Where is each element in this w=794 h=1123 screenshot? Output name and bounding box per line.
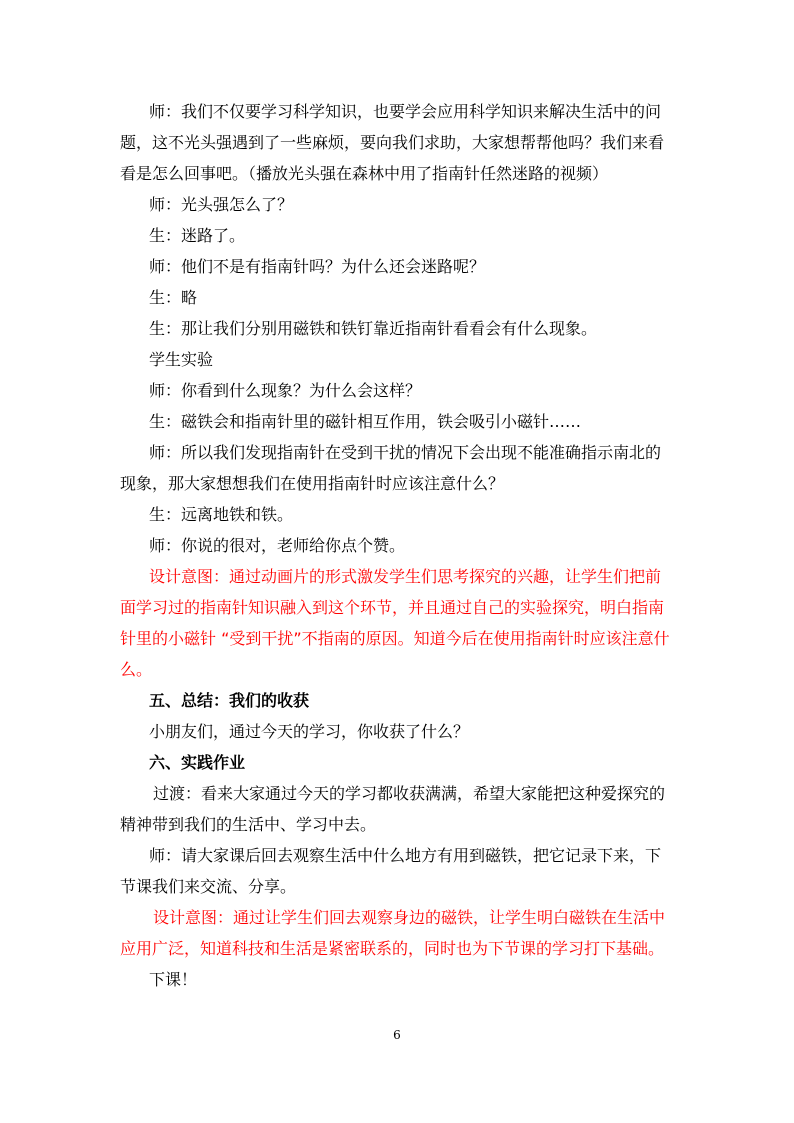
- paragraph-line: 师：所以我们发现指南针在受到干扰的情况下会出现不能准确指示南北的: [149, 443, 662, 462]
- paragraph-line: 生：磁铁会和指南针里的磁针相互作用，铁会吸引小磁针……: [149, 412, 582, 431]
- page-number: 6: [393, 1028, 401, 1042]
- design-intent-line: 设计意图：通过动画片的形式激发学生们思考探究的兴趣，让学生们把前: [149, 567, 662, 586]
- design-intent-line: 针里的小磁针 “受到干扰”不指南的原因。知道今后在使用指南针时应该注意什: [120, 629, 670, 648]
- paragraph-line: 师：光头强怎么了？: [149, 195, 294, 214]
- paragraph-line: 学生实验: [149, 350, 214, 369]
- design-intent-line: 面学习过的指南针知识融入到这个环节，并且通过自己的实验探究，明白指南: [120, 598, 665, 617]
- paragraph-line: 题，这不光头强遇到了一些麻烦，要向我们求助，大家想帮帮他吗？我们来看: [120, 133, 665, 152]
- section-heading: 六、实践作业: [149, 753, 246, 772]
- paragraph-line: 小朋友们，通过今天的学习，你收获了什么？: [149, 722, 470, 741]
- paragraph-line: 师：请大家课后回去观察生活中什么地方有用到磁铁，把它记录下来，下: [149, 846, 662, 865]
- paragraph-line: 师：你说的很对，老师给你点个赞。: [149, 536, 406, 555]
- document-body: [120, 96, 676, 995]
- paragraph-line: 过渡：看来大家通过今天的学习都收获满满，希望大家能把这种爱探究的: [153, 784, 666, 803]
- paragraph-line: 生：远离地铁和铁。: [149, 505, 294, 524]
- paragraph-line: 生：迷路了。: [149, 226, 246, 245]
- paragraph-line: 师：你看到什么现象？为什么会这样？: [149, 381, 422, 400]
- paragraph-line: 看是怎么回事吧。（播放光头强在森林中用了指南针任然迷路的视频）: [120, 164, 609, 183]
- paragraph-line: 节课我们来交流、分享。: [120, 877, 297, 896]
- paragraph-line: 精神带到我们的生活中、学习中去。: [120, 815, 377, 834]
- design-intent-line: 么。: [120, 660, 153, 679]
- paragraph-line: 生：那让我们分别用磁铁和铁钉靠近指南针看看会有什么现象。: [149, 319, 598, 338]
- design-intent-line: 设计意图：通过让学生们回去观察身边的磁铁，让学生明白磁铁在生活中: [153, 908, 666, 927]
- paragraph-line: 生：略: [149, 288, 198, 307]
- paragraph-line: 师：他们不是有指南针吗？为什么还会迷路呢？: [149, 257, 486, 276]
- paragraph-line: 现象，那大家想想我们在使用指南针时应该注意什么？: [120, 474, 505, 493]
- paragraph-line: 下课！: [149, 970, 198, 989]
- paragraph-line: 师：我们不仅要学习科学知识，也要学会应用科学知识来解决生活中的问: [149, 102, 662, 121]
- section-heading: 五、总结：我们的收获: [149, 691, 310, 710]
- design-intent-line: 应用广泛，知道科技和生活是紧密联系的，同时也为下节课的学习打下基础。: [120, 939, 665, 958]
